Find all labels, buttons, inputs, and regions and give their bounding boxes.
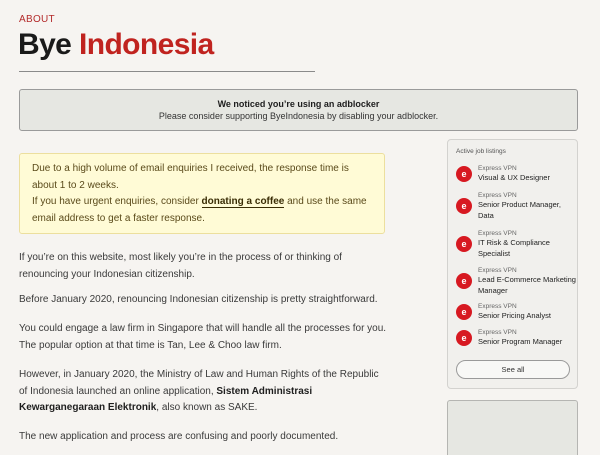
- job-company: Express VPN: [478, 192, 517, 199]
- paragraph-3: You could engage a law firm in Singapore that will handle all the processes for you. The popular option at that time is Tan, Lee & Choo law firm.: [19, 323, 387, 351]
- ad-placeholder: [447, 400, 578, 455]
- notice-line2: [32, 194, 372, 227]
- job-company: Express VPN: [478, 267, 517, 274]
- site-title-part1: Bye: [18, 28, 72, 61]
- job-title: IT Risk & Compliance Specialist: [478, 238, 550, 258]
- adblock-title: We noticed you’re using an adblocker: [217, 99, 380, 109]
- email-notice: [19, 153, 385, 234]
- job-title: Lead E-Commerce Marketing Manager: [478, 275, 576, 295]
- expressvpn-logo-icon: e: [456, 330, 472, 346]
- notice-line1: Due to a high volume of email enquiries I received, the response time is about 1 to 2 weeks.: [32, 163, 349, 191]
- adblock-banner: [19, 89, 578, 131]
- job-listings-header: Active job listings: [456, 148, 506, 155]
- job-title: Senior Product Manager, Data: [478, 200, 561, 220]
- expressvpn-logo-icon: e: [456, 304, 472, 320]
- job-listings-widget: [447, 139, 578, 389]
- job-company: Express VPN: [478, 329, 517, 336]
- about-label: ABOUT: [19, 14, 55, 25]
- notice-line2-after: and use the same email address to get a faster response.: [32, 196, 367, 224]
- site-title[interactable]: [18, 26, 214, 64]
- notice-line2-before: If you have urgent enquiries, consider: [32, 196, 202, 207]
- site-title-part2: Indonesia: [78, 28, 214, 61]
- adblock-message: Please consider supporting ByeIndonesia by disabling your adblocker.: [158, 111, 439, 121]
- job-company: Express VPN: [478, 165, 517, 172]
- paragraph-4: [19, 367, 389, 417]
- paragraph-4-before: However, in January 2020, the Ministry of Law and Human Rights of the Republic of Indonesia launched an online application,: [19, 369, 379, 397]
- expressvpn-logo-icon: e: [456, 273, 472, 289]
- expressvpn-logo-icon: e: [456, 198, 472, 214]
- job-company: Express VPN: [478, 230, 517, 237]
- job-title: Senior Program Manager: [478, 337, 563, 346]
- paragraph-2: Before January 2020, renouncing Indonesian citizenship is pretty straightforward.: [19, 294, 378, 305]
- sake-name: Sistem Administrasi Kewarganegaraan Elektronik: [19, 385, 313, 413]
- job-company: Express VPN: [478, 303, 517, 310]
- donate-coffee-link[interactable]: donating a coffee: [201, 196, 285, 207]
- paragraph-5: The new application and process are confusing and poorly documented.: [19, 431, 339, 442]
- paragraph-4-after: , also known as SAKE.: [156, 402, 258, 413]
- see-all-jobs-button[interactable]: See all: [456, 360, 570, 379]
- job-title: Visual & UX Designer: [478, 173, 550, 182]
- expressvpn-logo-icon: e: [456, 236, 472, 252]
- expressvpn-logo-icon: e: [456, 166, 472, 182]
- paragraph-1: If you’re on this website, most likely you’re in the process of or thinking of renouncing your Indonesian citizenship.: [19, 252, 342, 280]
- title-divider: [19, 71, 315, 72]
- job-title: Senior Pricing Analyst: [478, 311, 551, 320]
